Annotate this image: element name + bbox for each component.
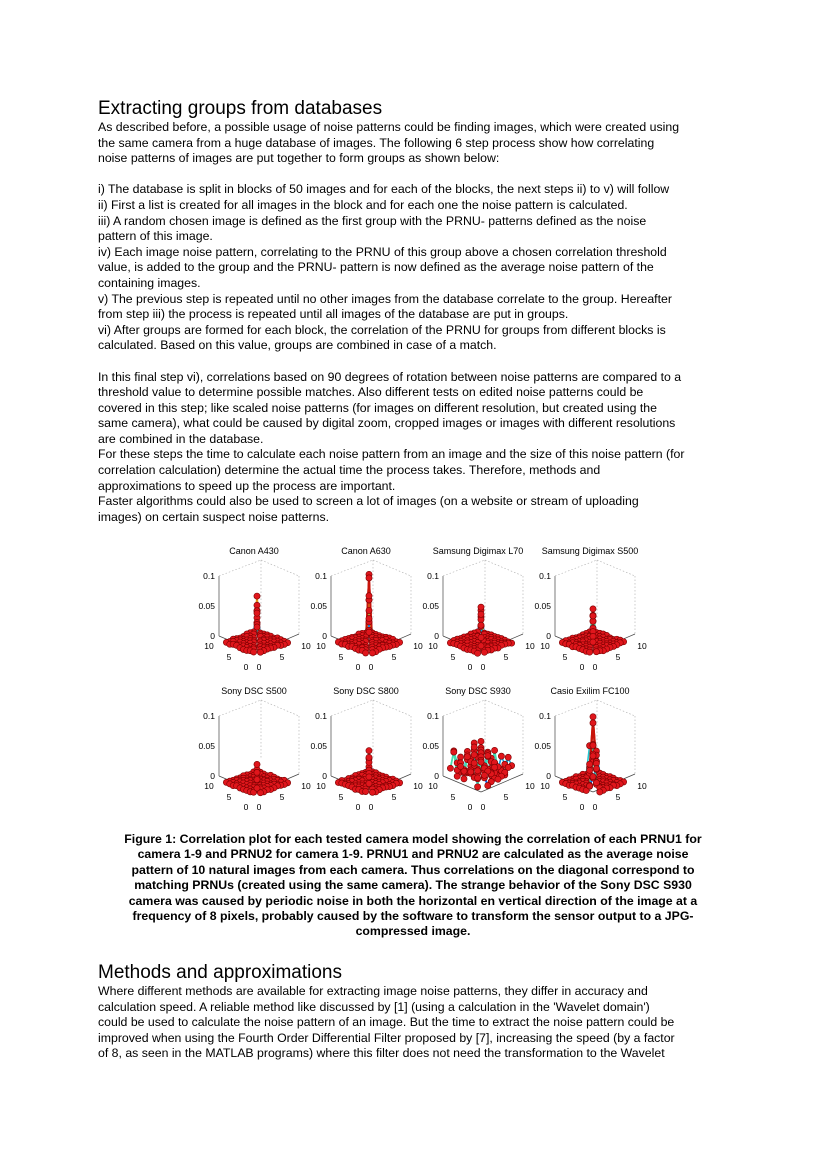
data-point-marker — [471, 760, 477, 766]
data-point-marker — [254, 769, 260, 775]
text-line: the same camera from a huge database of images. The following 6 step process show how correlating — [98, 135, 655, 150]
x-tick-label: 0 — [467, 662, 473, 672]
z-tick-label: 0.05 — [422, 741, 439, 751]
data-point-marker — [363, 788, 369, 794]
z-tick-label: 0.1 — [203, 571, 215, 581]
z-tick-label: 0.05 — [198, 741, 215, 751]
text-line: images) on certain suspect noise patterns. — [98, 509, 330, 524]
data-point-marker — [587, 783, 593, 789]
y-tick-label: 5 — [279, 792, 285, 802]
x-tick-label: 10 — [204, 641, 214, 651]
text-line: covered in this step; like scaled noise patterns (for images on different resolution, but created using the — [98, 400, 657, 415]
panel-0 — [198, 546, 311, 672]
text-line: are combined in the database. — [98, 431, 264, 446]
correlation-plot-grid — [185, 540, 655, 818]
grid-line — [331, 700, 373, 716]
panel-2 — [422, 546, 535, 672]
y-tick-label: 10 — [525, 641, 535, 651]
x-tick-label: 5 — [562, 652, 568, 662]
text-line: calculated. Based on this value, groups are combined in case of a match. — [98, 338, 497, 353]
data-point-marker — [587, 767, 593, 773]
y-tick-label: 0 — [592, 802, 598, 812]
data-point-marker — [478, 634, 484, 640]
x-tick-label: 0 — [579, 802, 585, 812]
data-point-marker — [587, 649, 593, 655]
text-line: iv) Each image noise pattern, correlating to the PRNU of this group above a chosen correlation threshold — [98, 244, 667, 259]
text-line: of 8, as seen in the MATLAB programs) where this filter does not need the transformation to the Wavelet — [98, 1046, 665, 1061]
paragraph-gap — [98, 354, 738, 370]
data-point-marker — [478, 643, 484, 649]
grid-line — [485, 700, 523, 716]
y-tick-label: 5 — [391, 652, 397, 662]
z-tick-label: 0.1 — [539, 571, 551, 581]
grid-line — [555, 700, 597, 716]
z-tick-label: 0.05 — [310, 601, 327, 611]
z-tick-label: 0 — [210, 631, 215, 641]
grid-line — [373, 560, 411, 576]
data-point-marker — [478, 611, 484, 617]
data-point-marker — [590, 613, 596, 619]
text-line: v) The previous step is repeated until no other images from the database correlate to the group. Hereafter — [98, 291, 672, 306]
y-tick-label: 0 — [480, 662, 486, 672]
x-tick-label: 0 — [355, 662, 361, 672]
data-point-marker — [454, 773, 460, 779]
figure-1 — [185, 540, 655, 818]
data-point-marker — [481, 649, 487, 655]
data-point-marker — [498, 753, 504, 759]
data-point-marker — [590, 639, 596, 645]
x-tick-label: 10 — [316, 641, 326, 651]
y-tick-label: 5 — [391, 792, 397, 802]
data-point-marker — [481, 772, 487, 778]
text-line: In this final step vi), correlations based on 90 degrees of rotation between noise patterns are compared to a — [98, 369, 682, 384]
text-line: i) The database is split in blocks of 50 images and for each of the blocks, the next steps ii) to v) will follow — [98, 182, 670, 197]
text-line: ii) First a list is created for all images in the block and for each one the noise pattern is calculated. — [98, 197, 628, 212]
data-point-marker — [485, 753, 491, 759]
text-line: could be used to calculate the noise pattern of an image. But the time to extract the noise pattern could be — [98, 1015, 675, 1030]
caption-line: camera was caused by periodic noise in both the horizontal en vertical direction of the image at a — [128, 893, 698, 908]
data-point-marker — [464, 754, 470, 760]
y-tick-label: 0 — [256, 802, 262, 812]
data-point-marker — [495, 776, 501, 782]
section-heading: Methods and approximations — [98, 962, 342, 983]
panel-title: Sony DSC S930 — [445, 686, 511, 696]
y-tick-label: 0 — [592, 662, 598, 672]
grid-line — [597, 560, 635, 576]
panel-3 — [534, 546, 647, 672]
data-point-marker — [590, 714, 596, 720]
panel-title: Samsung Digimax L70 — [432, 546, 524, 556]
data-point-marker — [492, 747, 498, 753]
z-tick-label: 0.1 — [427, 711, 439, 721]
z-tick-label: 0.1 — [315, 711, 327, 721]
text-line: value, is added to the group and the PRNU- pattern is now defined as the average noise pattern of the — [98, 260, 654, 275]
grid-line — [219, 560, 261, 576]
data-point-marker — [597, 789, 603, 795]
caption-line: compressed image. — [355, 924, 471, 939]
z-tick-label: 0 — [322, 631, 327, 641]
text-line: As described before, a possible usage of noise patterns could be finding images, which were created using — [98, 120, 680, 134]
x-tick-label: 10 — [316, 781, 326, 791]
data-point-marker — [254, 610, 260, 616]
grid-line — [443, 560, 485, 576]
z-tick-label: 0 — [434, 771, 439, 781]
x-tick-label: 5 — [338, 792, 344, 802]
x-tick-label: 5 — [450, 792, 456, 802]
text-line: vi) After groups are formed for each block, the correlation of the PRNU for groups from different blocks is — [98, 322, 666, 337]
grid-line — [443, 700, 485, 716]
grid-line — [219, 700, 261, 716]
text-line: iii) A random chosen image is defined as the first group with the PRNU- patterns defined as the noise — [98, 213, 647, 228]
grid-line — [261, 560, 299, 576]
z-tick-label: 0 — [322, 771, 327, 781]
x-tick-label: 5 — [226, 652, 232, 662]
y-tick-label: 5 — [503, 792, 509, 802]
panel-4 — [198, 686, 311, 812]
y-tick-label: 10 — [301, 641, 311, 651]
data-point-marker — [458, 763, 464, 769]
data-point-marker — [471, 744, 477, 750]
data-point-marker — [251, 649, 257, 655]
data-point-marker — [492, 764, 498, 770]
z-tick-label: 0.1 — [315, 571, 327, 581]
data-point-marker — [590, 753, 596, 759]
data-point-marker — [468, 769, 474, 775]
y-tick-label: 10 — [413, 781, 423, 791]
z-tick-label: 0.1 — [539, 711, 551, 721]
panel-title: Sony DSC S800 — [333, 686, 399, 696]
y-tick-label: 5 — [615, 652, 621, 662]
text-line: containing images. — [98, 275, 201, 290]
data-point-marker — [451, 749, 457, 755]
z-tick-label: 0.05 — [534, 601, 551, 611]
data-point-marker — [369, 650, 375, 656]
x-tick-label: 0 — [579, 662, 585, 672]
data-point-marker — [593, 649, 599, 655]
data-point-marker — [447, 765, 453, 771]
text-line: noise patterns of images are put together to form groups as shown below: — [98, 151, 500, 166]
panel-6 — [422, 686, 535, 812]
grid-line — [555, 560, 597, 576]
grid-line — [485, 560, 523, 576]
x-tick-label: 5 — [226, 792, 232, 802]
panel-5 — [310, 686, 423, 812]
data-point-marker — [366, 754, 372, 760]
y-tick-label: 10 — [637, 641, 647, 651]
section-methods — [98, 962, 738, 1062]
text-line: same camera), what could be caused by digital zoom, cropped images or images with different resolutions — [98, 416, 676, 431]
data-point-marker — [366, 629, 372, 635]
z-tick-label: 0.1 — [427, 571, 439, 581]
data-point-marker — [366, 780, 372, 786]
data-point-marker — [590, 720, 596, 726]
panel-1 — [310, 546, 423, 672]
data-point-marker — [363, 650, 369, 656]
data-point-marker — [366, 575, 372, 581]
section-heading: Extracting groups from databases — [98, 98, 383, 119]
text-line: from step iii) the process is repeated until all images of the database are put in groups. — [98, 307, 569, 322]
data-point-marker — [254, 761, 260, 767]
section-extracting-groups — [98, 98, 738, 525]
y-tick-label: 5 — [615, 792, 621, 802]
figure-caption — [98, 832, 728, 940]
data-point-marker — [369, 789, 375, 795]
data-point-marker — [590, 606, 596, 612]
x-tick-label: 10 — [428, 641, 438, 651]
data-point-marker — [505, 754, 511, 760]
data-point-marker — [366, 615, 372, 621]
x-tick-label: 5 — [450, 652, 456, 662]
data-point-marker — [366, 607, 372, 613]
y-tick-label: 10 — [525, 781, 535, 791]
x-tick-label: 10 — [540, 641, 550, 651]
grid-line — [597, 700, 635, 716]
data-point-marker — [590, 742, 596, 748]
grid-line — [261, 700, 299, 716]
z-tick-label: 0 — [546, 631, 551, 641]
data-point-marker — [366, 593, 372, 599]
x-tick-label: 0 — [467, 802, 473, 812]
caption-line: Figure 1: Correlation plot for each tested camera model showing the correlation of each PRNU1 for — [124, 832, 702, 846]
text-line: improved when using the Fourth Order Differential Filter proposed by [7], increasing the speed (by a factor — [98, 1030, 675, 1045]
z-tick-label: 0.05 — [422, 601, 439, 611]
data-point-marker — [478, 604, 484, 610]
panel-title: Canon A430 — [229, 546, 279, 556]
y-tick-label: 0 — [368, 662, 374, 672]
x-tick-label: 10 — [204, 781, 214, 791]
data-point-marker — [475, 775, 481, 781]
data-point-marker — [478, 738, 484, 744]
panel-title: Samsung Digimax S500 — [541, 546, 639, 556]
data-point-marker — [254, 776, 260, 782]
text-line: Faster algorithms could also be used to screen a lot of images (on a website or stream of uploading — [98, 494, 639, 509]
text-line: approximations to speed up the process are important. — [98, 478, 396, 493]
z-tick-label: 0.1 — [203, 711, 215, 721]
caption-line: frequency of 8 pixels, probably caused by the software to transform the sensor output to a JPG- — [132, 909, 694, 924]
panel-title: Sony DSC S500 — [221, 686, 287, 696]
data-point-marker — [257, 649, 263, 655]
data-point-marker — [485, 782, 491, 788]
data-point-marker — [478, 759, 484, 765]
x-tick-label: 0 — [243, 662, 249, 672]
text-line: threshold value to determine possible matches. Also different tests on edited noise patterns could be — [98, 385, 644, 400]
data-point-marker — [475, 650, 481, 656]
z-tick-label: 0 — [434, 631, 439, 641]
data-point-marker — [254, 593, 260, 599]
data-point-marker — [593, 766, 599, 772]
section-body — [98, 120, 738, 525]
caption-line: matching PRNUs (created using the same camera). The strange behavior of the Sony DSC S930 — [134, 878, 692, 893]
z-tick-label: 0.05 — [310, 741, 327, 751]
caption-line: camera 1-9 and PRNU2 for camera 1-9. PRNU1 and PRNU2 are calculated as the average noise — [137, 847, 689, 862]
data-point-marker — [590, 774, 596, 780]
x-tick-label: 0 — [243, 802, 249, 812]
data-point-marker — [478, 622, 484, 628]
y-tick-label: 0 — [480, 802, 486, 812]
z-tick-label: 0 — [546, 771, 551, 781]
y-tick-label: 5 — [279, 652, 285, 662]
panel-title: Casio Exilim FC100 — [550, 686, 630, 696]
y-tick-label: 0 — [368, 802, 374, 812]
data-point-marker — [471, 752, 477, 758]
y-tick-label: 5 — [503, 652, 509, 662]
x-tick-label: 10 — [428, 781, 438, 791]
z-tick-label: 0 — [210, 771, 215, 781]
data-point-marker — [366, 774, 372, 780]
data-point-marker — [590, 633, 596, 639]
caption-line: pattern of 10 natural images from each camera. Thus correlations on the diagonal correspond to — [131, 862, 695, 877]
data-point-marker — [254, 624, 260, 630]
text-line: pattern of this image. — [98, 229, 213, 244]
data-point-marker — [458, 754, 464, 760]
x-tick-label: 10 — [540, 781, 550, 791]
y-tick-label: 0 — [256, 662, 262, 672]
grid-line — [373, 700, 411, 716]
z-tick-label: 0.05 — [198, 601, 215, 611]
x-tick-label: 5 — [338, 652, 344, 662]
data-point-marker — [587, 761, 593, 767]
panel-title: Canon A630 — [341, 546, 391, 556]
x-tick-label: 5 — [562, 792, 568, 802]
data-point-marker — [475, 768, 481, 774]
text-line: Where different methods are available for extracting image noise patterns, they differ in accuracy and — [98, 984, 648, 998]
data-point-marker — [461, 776, 467, 782]
section-body — [98, 984, 738, 1062]
text-line: calculation speed. A reliable method like discussed by [1] (using a calculation in the 'Wavelet domain') — [98, 999, 650, 1014]
paragraph-gap — [98, 167, 738, 183]
data-point-marker — [254, 785, 260, 791]
data-point-marker — [366, 748, 372, 754]
data-point-marker — [475, 784, 481, 790]
x-tick-label: 0 — [355, 802, 361, 812]
text-line: For these steps the time to calculate each noise pattern from an image and the size of this noise pattern (for — [98, 447, 685, 462]
text-line: correlation calculation) determine the actual time the process takes. Therefore, methods and — [98, 463, 601, 478]
y-tick-label: 10 — [301, 781, 311, 791]
y-tick-label: 10 — [637, 781, 647, 791]
z-tick-label: 0.05 — [534, 741, 551, 751]
panel-7 — [534, 686, 647, 812]
y-tick-label: 10 — [413, 641, 423, 651]
